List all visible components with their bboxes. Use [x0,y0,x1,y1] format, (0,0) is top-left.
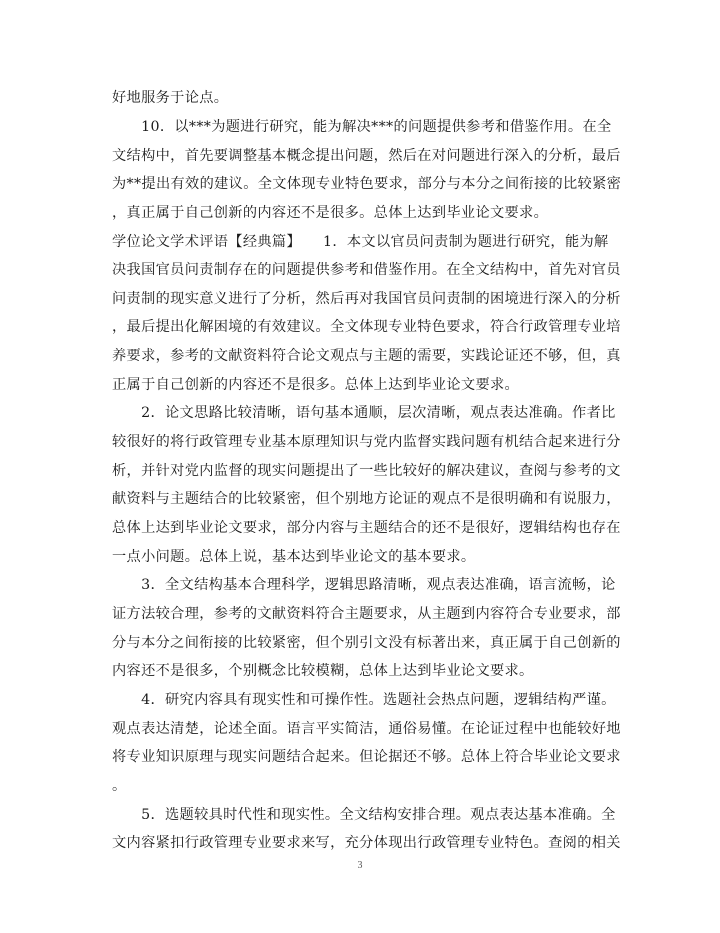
text-line: 好地服务于论点。 [112,90,229,106]
page-number: 3 [357,860,363,871]
text-line: 较很好的将行政管理专业基本原理知识与党内监督实践问题有机结合起来进行分 [112,434,621,450]
text-line: 为**提出有效的建议。全文体现专业特色要求，部分与本分之间衔接的比较紧密 [112,176,622,192]
text-line: 证方法较合理，参考的文献资料符合主题要求，从主题到内容符合专业要求，部 [112,606,621,622]
text-line: 文结构中，首先要调整基本概念提出问题，然后在对问题进行深入的分析，最后 [112,148,621,164]
text-line: 2．论文思路比较清晰，语句基本通顺，层次清晰，观点表达准确。作者比 [112,405,616,421]
text-line: 观点表达清楚，论述全面。语言平实简洁，通俗易懂。在论证过程中也能较好地 [112,721,621,737]
text-line: 决我国官员问责制存在的问题提供参考和借鉴作用。在全文结构中，首先对官员 [112,262,621,278]
text-line: 析，并针对党内监督的现实问题提出了一些比较好的解决建议，查阅与参考的文 [112,463,621,479]
text-line: 4．研究内容具有现实性和可操作性。选题社会热点问题，逻辑结构严谨。 [112,692,616,708]
text-line: ，最后提出化解困境的有效建议。全文体现专业特色要求，符合行政管理专业培 [112,319,621,335]
text-line: 一点小问题。总体上说，基本达到毕业论文的基本要求。 [112,549,476,565]
text-line: 3．全文结构基本合理科学，逻辑思路清晰，观点表达准确，语言流畅，论 [112,577,616,593]
text-line: 献资料与主题结合的比较紧密，但个别地方论证的观点不是很明确和有说服力， [112,491,621,507]
text-line: 5．选题较具时代性和现实性。全文结构安排合理。观点表达基本准确。全 [112,807,616,823]
text-line: 文内容紧扣行政管理专业要求来写，充分体现出行政管理专业特色。查阅的相关 [112,835,621,851]
text-line: ，真正属于自己创新的内容还不是很多。总体上达到毕业论文要求。 [112,205,549,221]
text-line: 内容还不是很多，个别概念比较模糊，总体上达到毕业论文要求。 [112,663,534,679]
text-line: 正属于自己创新的内容还不是很多。总体上达到毕业论文要求。 [112,377,520,393]
text-line: 将专业知识原理与现实问题结合起来。但论据还不够。总体上符合毕业论文要求 [112,749,621,765]
text-line: 学位论文学术评语【经典篇】 1．本文以官员问责制为题进行研究，能为解 [112,234,609,250]
text-line: 总体上达到毕业论文要求，部分内容与主题结合的还不是很好，逻辑结构也存在 [112,520,621,536]
text-line: 分与本分之间衔接的比较紧密，但个别引文没有标著出来，真正属于自己创新的 [112,635,621,651]
text-line: 养要求，参考的文献资料符合论文观点与主题的需要，实践论证还不够，但，真 [112,348,621,364]
text-line: 。 [112,778,127,794]
text-line: 问责制的现实意义进行了分析，然后再对我国官员问责制的困境进行深入的分析 [112,291,621,307]
text-line: 10．以***为题进行研究，能为解决***的问题提供参考和借鉴作用。在全 [112,119,612,135]
